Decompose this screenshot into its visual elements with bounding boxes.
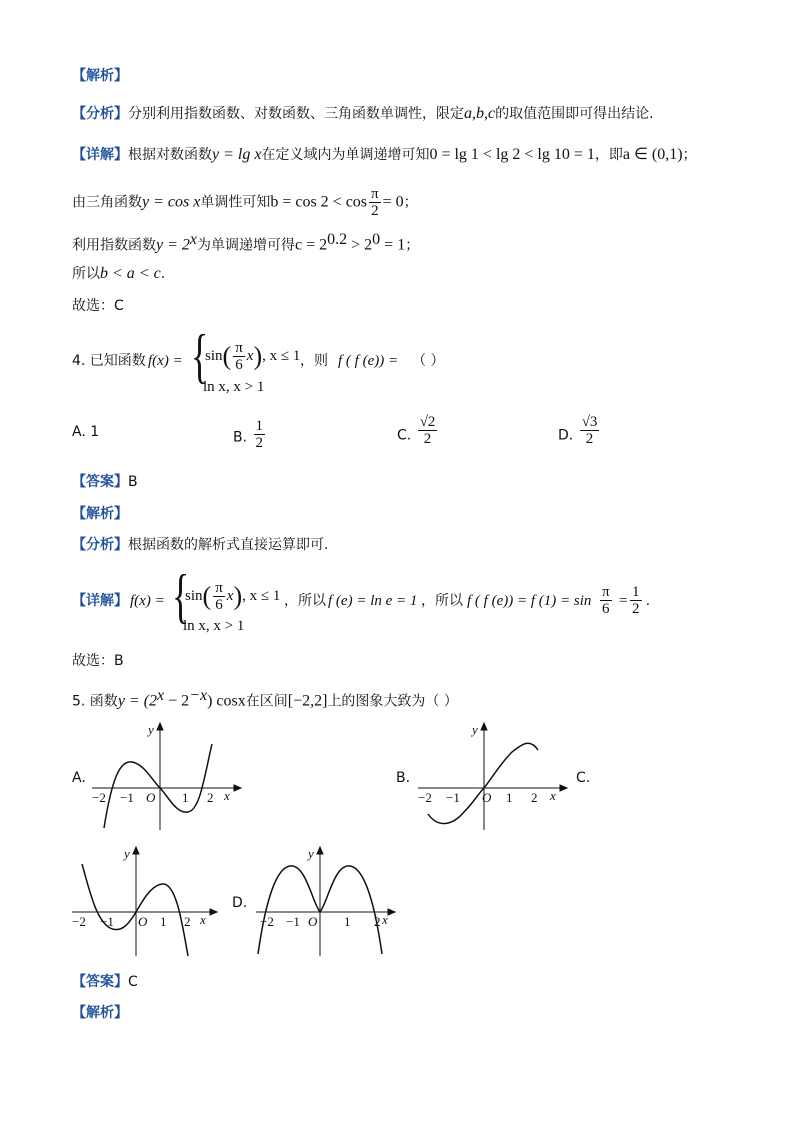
detail-text: 利用指数函数 xyxy=(72,237,156,254)
x-label: x xyxy=(382,912,388,927)
math-log-func: y = lg x xyxy=(212,146,262,163)
fraction-denominator: 6 xyxy=(215,597,223,613)
paren-right: ) xyxy=(233,581,243,611)
fraction-pi-over-6 xyxy=(213,580,225,613)
analysis-end: 的取值范围即可得出结论. xyxy=(495,106,654,122)
tick-neg2: −2 xyxy=(260,914,274,929)
math-ffe: f ( f (e)) = f (1) = sin xyxy=(467,593,592,609)
detail-piece2: ln x, x > 1 xyxy=(183,618,245,634)
q3-answer: 故选：C xyxy=(72,298,124,314)
curve xyxy=(428,743,538,823)
tick-2: 2 xyxy=(374,914,381,929)
q5-stem-text: 上的图象大致为（ ） xyxy=(327,693,458,710)
q4-fx: f(x) = xyxy=(148,353,183,369)
math-conclusion: b < a < c xyxy=(100,265,161,282)
fraction-pi-over-6 xyxy=(233,340,245,373)
x-arrow xyxy=(210,909,217,915)
q4-analysis xyxy=(72,535,328,555)
detail-text: 根据对数函数 xyxy=(128,147,212,163)
math-log-chain: 0 = lg 1 < lg 2 < lg 10 = 1 xyxy=(429,146,595,163)
fraction-numerator: √2 xyxy=(419,414,436,430)
q3-detail-line4 xyxy=(72,264,165,284)
detail-text: 在定义域内为单调递增可知 xyxy=(261,147,430,163)
superscript-negx: −x xyxy=(189,687,208,704)
origin-label: O xyxy=(482,790,492,805)
detail-text: 由三角函数 xyxy=(72,194,142,211)
math-func: y = (2 xyxy=(117,692,158,710)
origin-label: O xyxy=(308,914,318,929)
fraction-denominator: 6 xyxy=(602,601,610,617)
y-arrow xyxy=(133,847,139,854)
fraction-numerator: √3 xyxy=(581,414,598,430)
fraction-denominator: 2 xyxy=(423,431,432,447)
y-arrow xyxy=(481,723,487,730)
detail-text: ； xyxy=(405,237,420,254)
piece1-x: x xyxy=(246,347,254,364)
superscript-0: 0 xyxy=(372,231,381,248)
math-exp-mid: > 2 xyxy=(347,236,373,254)
detail-text: 所以 xyxy=(72,266,100,282)
q5-answer-line xyxy=(72,972,138,992)
math-eq-zero: = 0 xyxy=(382,193,404,211)
superscript-x: x xyxy=(189,231,198,248)
graph-a xyxy=(86,718,246,833)
option-label: B. xyxy=(233,429,248,446)
y-arrow xyxy=(317,847,323,854)
math-period: . xyxy=(646,593,650,609)
option-a: A. 1 xyxy=(72,424,100,440)
q5-stem-text: 在区间 xyxy=(245,693,288,710)
fraction-numerator: π xyxy=(602,584,610,600)
math-cos: ) cosx xyxy=(207,692,246,710)
detail-text: ，即 xyxy=(594,147,623,163)
y-label: y xyxy=(472,722,478,737)
piecewise-brace: { xyxy=(172,563,190,629)
y-label: y xyxy=(148,722,154,737)
q5-jiexi-heading: 【解析】 xyxy=(72,1005,128,1021)
detail-text: 为单调递增可得 xyxy=(197,237,296,254)
piece1-cond: , x ≤ 1 xyxy=(242,587,281,604)
answer-tag: 【答案】 xyxy=(72,474,128,490)
piece1-sin: sin xyxy=(185,587,203,604)
fraction-denominator: 2 xyxy=(585,431,594,447)
q4-stem-prefix: 4. 已知函数 xyxy=(72,353,146,369)
origin-label: O xyxy=(146,790,156,805)
x-label: x xyxy=(550,788,556,803)
option-d xyxy=(558,414,601,447)
detail-piece1 xyxy=(185,580,280,613)
option-label: D. xyxy=(558,427,574,444)
tick-1: 1 xyxy=(506,790,513,805)
q3-detail-line1 xyxy=(72,145,697,165)
tick-2: 2 xyxy=(184,914,191,929)
q5-stem-prefix: 5. 函数 xyxy=(72,693,118,710)
graph-label-d: D. xyxy=(232,895,248,911)
fraction-denominator: 2 xyxy=(632,601,640,617)
paren-left: ( xyxy=(202,581,212,611)
q3-detail-line3 xyxy=(72,230,419,256)
tick-1: 1 xyxy=(182,790,189,805)
tick-neg1: −1 xyxy=(120,790,134,805)
q3-detail-line2 xyxy=(72,186,418,219)
analysis-tag: 【分析】 xyxy=(72,106,128,122)
analysis-vars: a,b,c xyxy=(464,105,496,122)
detail-text: 单调性可知 xyxy=(200,194,271,211)
tick-neg2: −2 xyxy=(92,790,106,805)
fraction-pi-over-6-b xyxy=(598,584,614,617)
q4-answer-line xyxy=(72,472,138,492)
curve xyxy=(82,864,188,956)
tick-neg1: −1 xyxy=(446,790,460,805)
detail-tag: 【详解】 xyxy=(72,147,128,163)
fraction-numerator: π xyxy=(371,186,379,202)
tick-neg1: −1 xyxy=(286,914,300,929)
q4-blank: （ ） xyxy=(412,353,445,369)
x-label: x xyxy=(224,788,230,803)
piece2: ln x, x > 1 xyxy=(203,379,265,395)
option-b xyxy=(233,418,267,451)
answer-value: C xyxy=(128,974,138,990)
graph-c xyxy=(68,842,228,960)
graph-label-a: A. xyxy=(72,770,86,786)
math-eq: = xyxy=(619,593,628,609)
q4-answer: 故选：B xyxy=(72,653,124,669)
graph-label-b: B. xyxy=(396,770,411,786)
piece1-x: x xyxy=(226,587,234,604)
math-minus: − 2 xyxy=(164,692,190,710)
graph-b xyxy=(412,718,572,833)
x-arrow xyxy=(234,785,241,791)
graph-d xyxy=(252,842,402,960)
superscript-0-2: 0.2 xyxy=(327,231,348,248)
fraction-denominator: 6 xyxy=(235,357,243,373)
graph-label-c: C. xyxy=(576,770,591,786)
tick-1: 1 xyxy=(160,914,167,929)
fraction-numerator: 1 xyxy=(255,418,264,434)
math-a-range: a ∈ (0,1) xyxy=(622,146,683,163)
y-arrow xyxy=(157,723,163,730)
fraction-denominator: 2 xyxy=(255,435,264,451)
x-arrow xyxy=(560,785,567,791)
analysis-text: 根据函数的解析式直接运算即可. xyxy=(128,537,329,553)
q3-jiexi-heading: 【解析】 xyxy=(72,68,128,84)
detail-tag: 【详解】 xyxy=(72,593,128,609)
detail-text: ，所以 xyxy=(284,593,326,609)
math-interval: [−2,2] xyxy=(287,692,328,710)
detail-fx: f(x) = xyxy=(130,593,165,609)
fraction-pi-over-2 xyxy=(369,186,381,219)
option-c xyxy=(397,414,439,447)
detail-text: ，所以 xyxy=(421,593,463,609)
answer-value: B xyxy=(128,474,138,490)
math-fe: f (e) = ln e = 1 xyxy=(328,593,418,609)
q4-ffe: f ( f (e)) = xyxy=(338,353,399,369)
fraction-numerator: π xyxy=(235,340,243,356)
fraction-sqrt3-over-2 xyxy=(580,414,600,447)
detail-text: ； xyxy=(403,194,418,211)
paren-right: ) xyxy=(253,341,263,371)
q5-stem xyxy=(72,686,458,712)
fraction-numerator: π xyxy=(215,580,223,596)
detail-text: . xyxy=(160,266,166,282)
piece1-cond: , x ≤ 1 xyxy=(262,347,301,364)
answer-tag: 【答案】 xyxy=(72,974,128,990)
analysis-text: 分别利用指数函数、对数函数、三角函数单调性，限定 xyxy=(128,106,464,122)
piece1-sin: sin xyxy=(205,347,223,364)
origin-label: O xyxy=(138,914,148,929)
analysis-tag: 【分析】 xyxy=(72,537,128,553)
q3-analysis xyxy=(72,104,654,124)
piecewise-brace: { xyxy=(191,323,209,389)
option-label: C. xyxy=(397,427,412,444)
y-label: y xyxy=(124,846,130,861)
tick-1: 1 xyxy=(344,914,351,929)
tick-neg1: −1 xyxy=(100,914,114,929)
x-label: x xyxy=(200,912,206,927)
q4-stem-then: ，则 xyxy=(300,353,328,369)
tick-2: 2 xyxy=(207,790,214,805)
math-exp-chain: c = 2 xyxy=(295,236,328,254)
fraction-1-over-2-b xyxy=(628,584,644,617)
tick-neg2: −2 xyxy=(418,790,432,805)
x-arrow xyxy=(388,909,395,915)
curve xyxy=(104,744,212,828)
tick-2: 2 xyxy=(531,790,538,805)
fraction-1-over-2 xyxy=(254,418,266,451)
y-label: y xyxy=(308,846,314,861)
fraction-denominator: 2 xyxy=(371,203,379,219)
q4-jiexi-heading: 【解析】 xyxy=(72,506,128,522)
fraction-sqrt2-over-2 xyxy=(418,414,438,447)
detail-text: ； xyxy=(682,147,697,163)
superscript-x: x xyxy=(157,687,165,704)
paren-left: ( xyxy=(222,341,232,371)
tick-neg2: −2 xyxy=(72,914,86,929)
math-cos-func: y = cos x xyxy=(142,193,201,211)
math-cos-chain: b = cos 2 < cos xyxy=(270,193,368,211)
math-exp-end: = 1 xyxy=(380,236,406,254)
piece1 xyxy=(205,340,300,373)
math-exp-func: y = 2 xyxy=(156,236,190,254)
fraction-numerator: 1 xyxy=(632,584,640,600)
